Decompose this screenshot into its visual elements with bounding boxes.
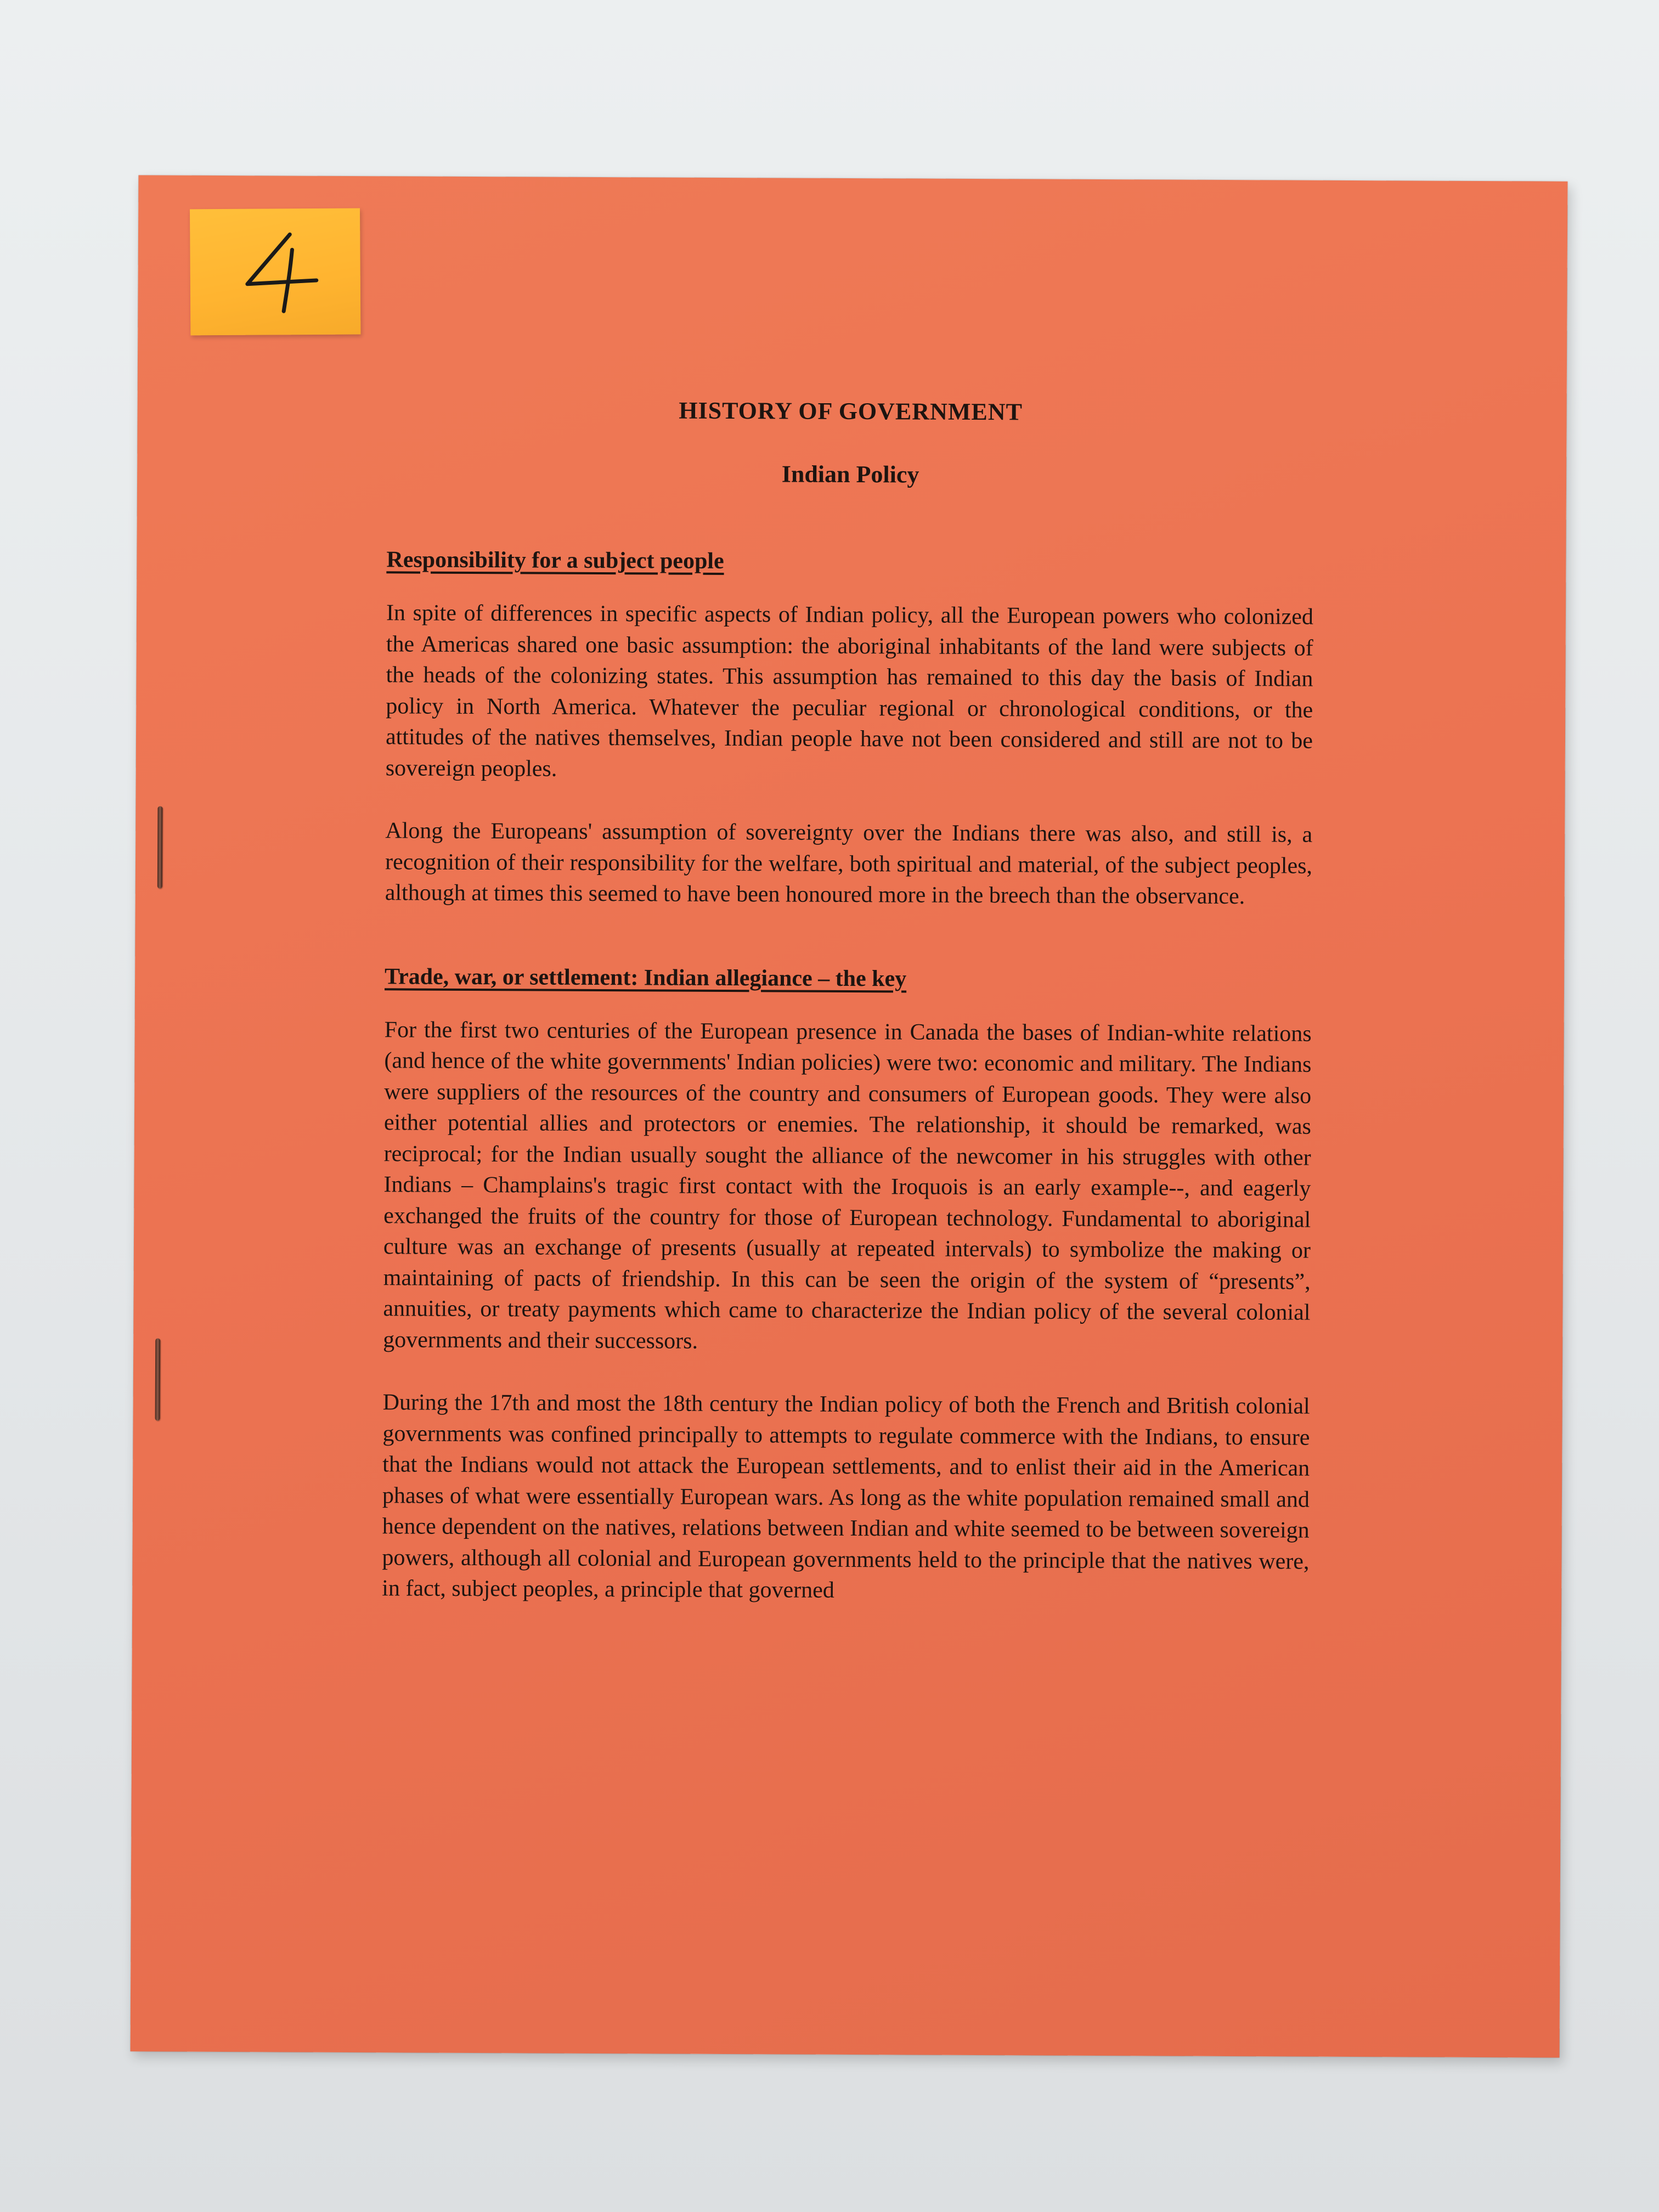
paragraph: Along the Europeans' assumption of sovereignty over the Indians there was also, and still is, a recognition of their responsibility for the welfare, both spiritual and material, of the subject peoples, although at times this seemed to have been honoured more in the breech than the observance.	[385, 818, 1313, 910]
handwritten-number-4	[239, 228, 322, 316]
section-heading-trade-war-settlement: Trade, war, or settlement: Indian allegiance – the key	[385, 963, 907, 991]
sticky-note	[190, 208, 360, 335]
paragraph: For the first two centuries of the European presence in Canada the bases of Indian-white relations (and hence of the white governments' Indian policies) were two: economic and military. The Indians were suppliers of the resources of the country and consumers of European goods. They were also either potential allies and protectors or enemies. The relationship, it should be remarked, was reciprocal; for the Indian usually sought the alliance of the newcomer in his struggles with other Indians – Champlains's tragic first contact with the Iroquois is an early example--, and eagerly exchanged the fruits of the country for those of European technology. Fundamental to aboriginal culture was an exchange of presents (usually at repeated intervals) to symbolize the making or maintaining of pacts of friendship. In this can be seen the origin of the system of “presents”, annuities, or treaty payments which came to characterize the Indian policy of the several colonial governments and their successors.	[383, 1017, 1312, 1354]
document-subtitle: Indian Policy	[781, 460, 919, 488]
paragraph: In spite of differences in specific aspects of Indian policy, all the European powers who colonized the Americas shared one basic assumption: the aboriginal inhabitants of the land were subjects of the heads of the colonizing states. This assumption has remained to this day the basis of Indian policy in North America. Whatever the peculiar regional or chronological conditions, or the attitudes of the natives themselves, Indian people have not been considered and still are not to be sovereign peoples.	[385, 600, 1314, 782]
document-title: HISTORY OF GOVERNMENT	[679, 397, 1023, 426]
staple-top	[157, 806, 163, 888]
section-heading-responsibility: Responsibility for a subject people	[386, 547, 724, 574]
paragraph: During the 17th and most the 18th century the Indian policy of both the French and British colonial governments was confined principally to attempts to regulate commerce with the Indians, to ensure that the Indians would not attack the European settlements, and to enlist their aid in the American phases of what were essentially European wars. As long as the white population remained small and hence dependent on the natives, relations between Indian and white seemed to be between sovereign powers, although all colonial and European governments held to the principle that the natives were, in fact, subject peoples, a principle that governed	[382, 1390, 1310, 1603]
staple-bottom	[155, 1338, 161, 1420]
document-body	[382, 393, 1314, 1608]
document-page	[131, 175, 1568, 2057]
